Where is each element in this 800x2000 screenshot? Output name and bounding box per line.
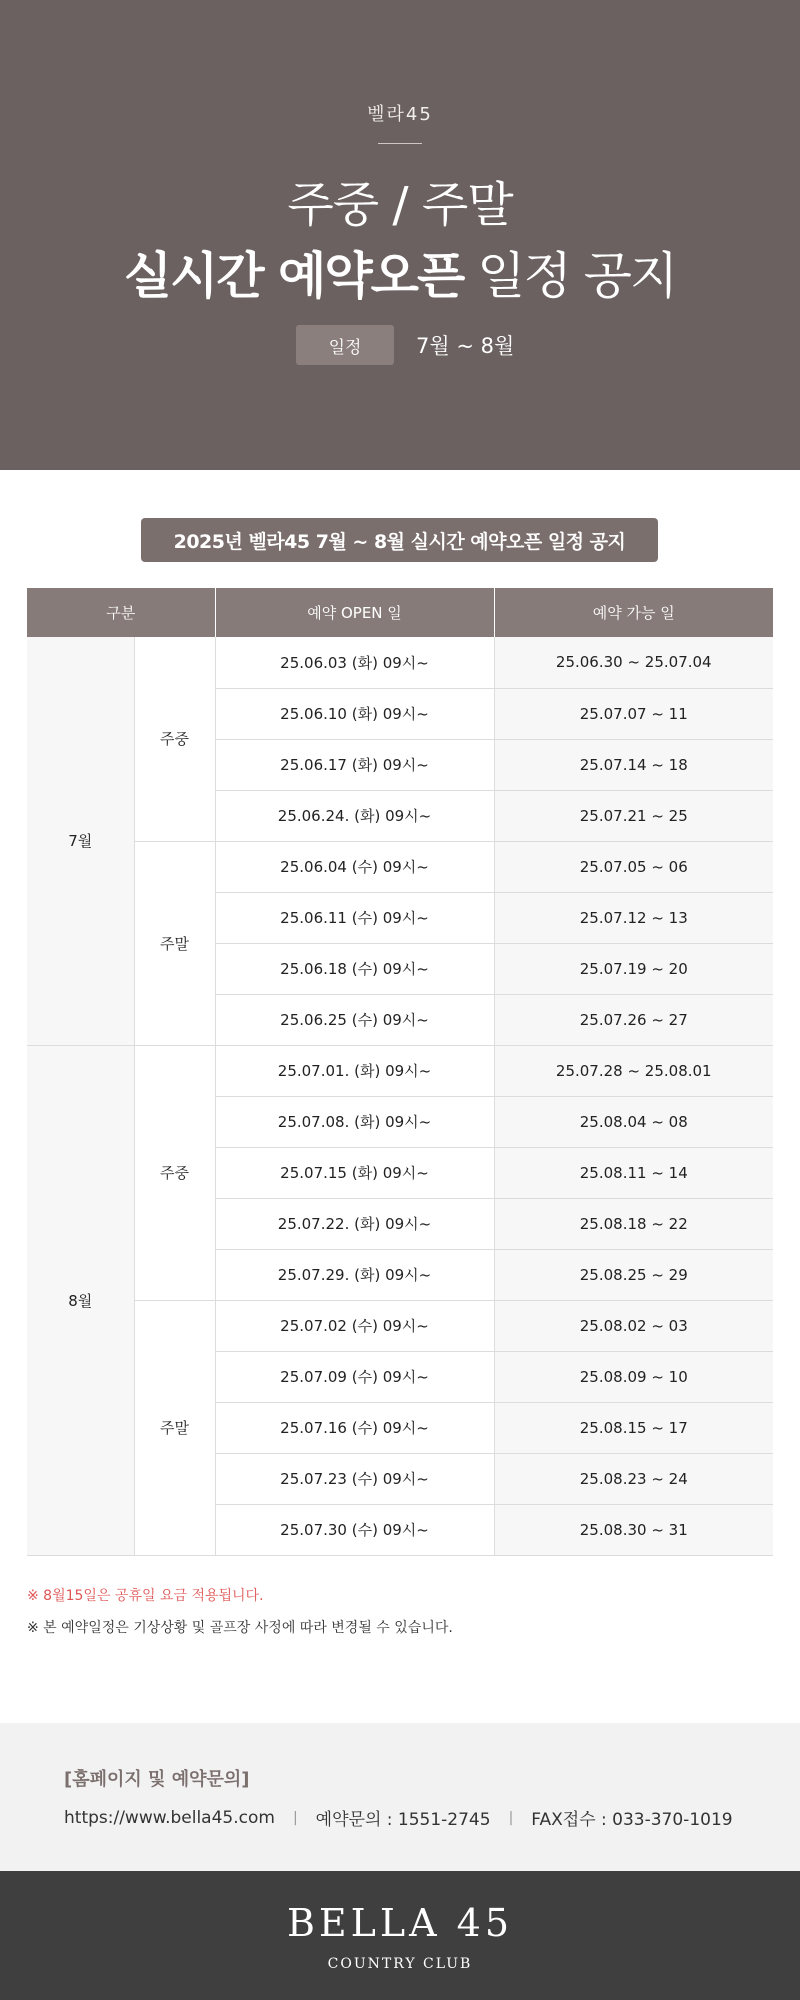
table-body bbox=[27, 637, 773, 1555]
available-date-cell: 25.08.30 ~ 31 bbox=[494, 1504, 773, 1555]
club-logo-subtitle: COUNTRY CLUB bbox=[327, 1956, 473, 1972]
table-row bbox=[27, 841, 773, 892]
available-date-cell: 25.07.14 ~ 18 bbox=[494, 739, 773, 790]
fax-info: FAX접수 : 033-370-1019 bbox=[531, 1810, 733, 1830]
schedule-badge: 일정 bbox=[296, 325, 394, 365]
open-date-cell: 25.06.17 (화) 09시~ bbox=[215, 739, 494, 790]
schedule-summary bbox=[296, 325, 514, 365]
available-date-cell: 25.07.28 ~ 25.08.01 bbox=[494, 1045, 773, 1096]
table-row bbox=[27, 637, 773, 688]
hero-title-bold: 실시간 예약오픈 bbox=[123, 247, 464, 305]
contact-section bbox=[0, 1723, 800, 1871]
open-date-cell: 25.06.25 (수) 09시~ bbox=[215, 994, 494, 1045]
month-cell: 8월 bbox=[27, 1045, 134, 1555]
header-open-day: 예약 OPEN 일 bbox=[215, 588, 494, 637]
day-type-cell: 주말 bbox=[134, 1300, 215, 1555]
brand-label: 벨라45 bbox=[367, 104, 433, 125]
table-row bbox=[27, 1045, 773, 1096]
open-date-cell: 25.07.30 (수) 09시~ bbox=[215, 1504, 494, 1555]
open-date-cell: 25.07.16 (수) 09시~ bbox=[215, 1402, 494, 1453]
holiday-note: ※ 8월15일은 공휴일 요금 적용됩니다. bbox=[27, 1588, 264, 1604]
available-date-cell: 25.08.18 ~ 22 bbox=[494, 1198, 773, 1249]
available-date-cell: 25.08.11 ~ 14 bbox=[494, 1147, 773, 1198]
phone-info: 예약문의 : 1551-2745 bbox=[315, 1810, 491, 1830]
open-date-cell: 25.07.01. (화) 09시~ bbox=[215, 1045, 494, 1096]
open-date-cell: 25.07.08. (화) 09시~ bbox=[215, 1096, 494, 1147]
available-date-cell: 25.07.21 ~ 25 bbox=[494, 790, 773, 841]
available-date-cell: 25.08.15 ~ 17 bbox=[494, 1402, 773, 1453]
hero-section bbox=[0, 0, 800, 470]
open-date-cell: 25.06.18 (수) 09시~ bbox=[215, 943, 494, 994]
separator: | bbox=[292, 1809, 298, 1826]
header-available-day: 예약 가능 일 bbox=[494, 588, 773, 637]
open-date-cell: 25.07.29. (화) 09시~ bbox=[215, 1249, 494, 1300]
available-date-cell: 25.08.25 ~ 29 bbox=[494, 1249, 773, 1300]
open-date-cell: 25.07.23 (수) 09시~ bbox=[215, 1453, 494, 1504]
table-row bbox=[27, 1300, 773, 1351]
open-date-cell: 25.07.15 (화) 09시~ bbox=[215, 1147, 494, 1198]
contact-line bbox=[64, 1805, 733, 1830]
available-date-cell: 25.08.23 ~ 24 bbox=[494, 1453, 773, 1504]
open-date-cell: 25.06.11 (수) 09시~ bbox=[215, 892, 494, 943]
open-date-cell: 25.06.10 (화) 09시~ bbox=[215, 688, 494, 739]
notice-banner: 2025년 벨라45 7월 ~ 8월 실시간 예약오픈 일정 공지 bbox=[141, 518, 658, 562]
hero-title-line2 bbox=[0, 236, 800, 308]
day-type-cell: 주중 bbox=[134, 1045, 215, 1300]
available-date-cell: 25.07.19 ~ 20 bbox=[494, 943, 773, 994]
available-date-cell: 25.07.26 ~ 27 bbox=[494, 994, 773, 1045]
contact-heading: [홈페이지 및 예약문의] bbox=[64, 1769, 250, 1790]
table-header-row bbox=[27, 588, 773, 637]
open-date-cell: 25.06.03 (화) 09시~ bbox=[215, 637, 494, 688]
hero-title-light: 일정 공지 bbox=[463, 247, 677, 305]
available-date-cell: 25.08.09 ~ 10 bbox=[494, 1351, 773, 1402]
disclaimer-note: ※ 본 예약일정은 기상상황 및 골프장 사정에 따라 변경될 수 있습니다. bbox=[27, 1620, 453, 1636]
hero-title-line1: 주중 / 주말 bbox=[287, 177, 513, 233]
available-date-cell: 25.06.30 ~ 25.07.04 bbox=[494, 637, 773, 688]
separator: | bbox=[508, 1809, 514, 1826]
open-date-cell: 25.07.02 (수) 09시~ bbox=[215, 1300, 494, 1351]
day-type-cell: 주중 bbox=[134, 637, 215, 841]
footer bbox=[0, 1871, 800, 2000]
divider bbox=[378, 143, 422, 144]
header-category: 구분 bbox=[27, 588, 215, 637]
schedule-table bbox=[27, 588, 773, 1556]
club-logo: BELLA 45 bbox=[286, 1901, 513, 1945]
available-date-cell: 25.07.12 ~ 13 bbox=[494, 892, 773, 943]
open-date-cell: 25.07.22. (화) 09시~ bbox=[215, 1198, 494, 1249]
available-date-cell: 25.07.05 ~ 06 bbox=[494, 841, 773, 892]
open-date-cell: 25.06.04 (수) 09시~ bbox=[215, 841, 494, 892]
day-type-cell: 주말 bbox=[134, 841, 215, 1045]
month-cell: 7월 bbox=[27, 637, 134, 1045]
available-date-cell: 25.08.02 ~ 03 bbox=[494, 1300, 773, 1351]
schedule-range: 7월 ~ 8월 bbox=[416, 334, 515, 358]
website-link[interactable]: https://www.bella45.com bbox=[64, 1807, 275, 1828]
open-date-cell: 25.06.24. (화) 09시~ bbox=[215, 790, 494, 841]
available-date-cell: 25.08.04 ~ 08 bbox=[494, 1096, 773, 1147]
open-date-cell: 25.07.09 (수) 09시~ bbox=[215, 1351, 494, 1402]
available-date-cell: 25.07.07 ~ 11 bbox=[494, 688, 773, 739]
